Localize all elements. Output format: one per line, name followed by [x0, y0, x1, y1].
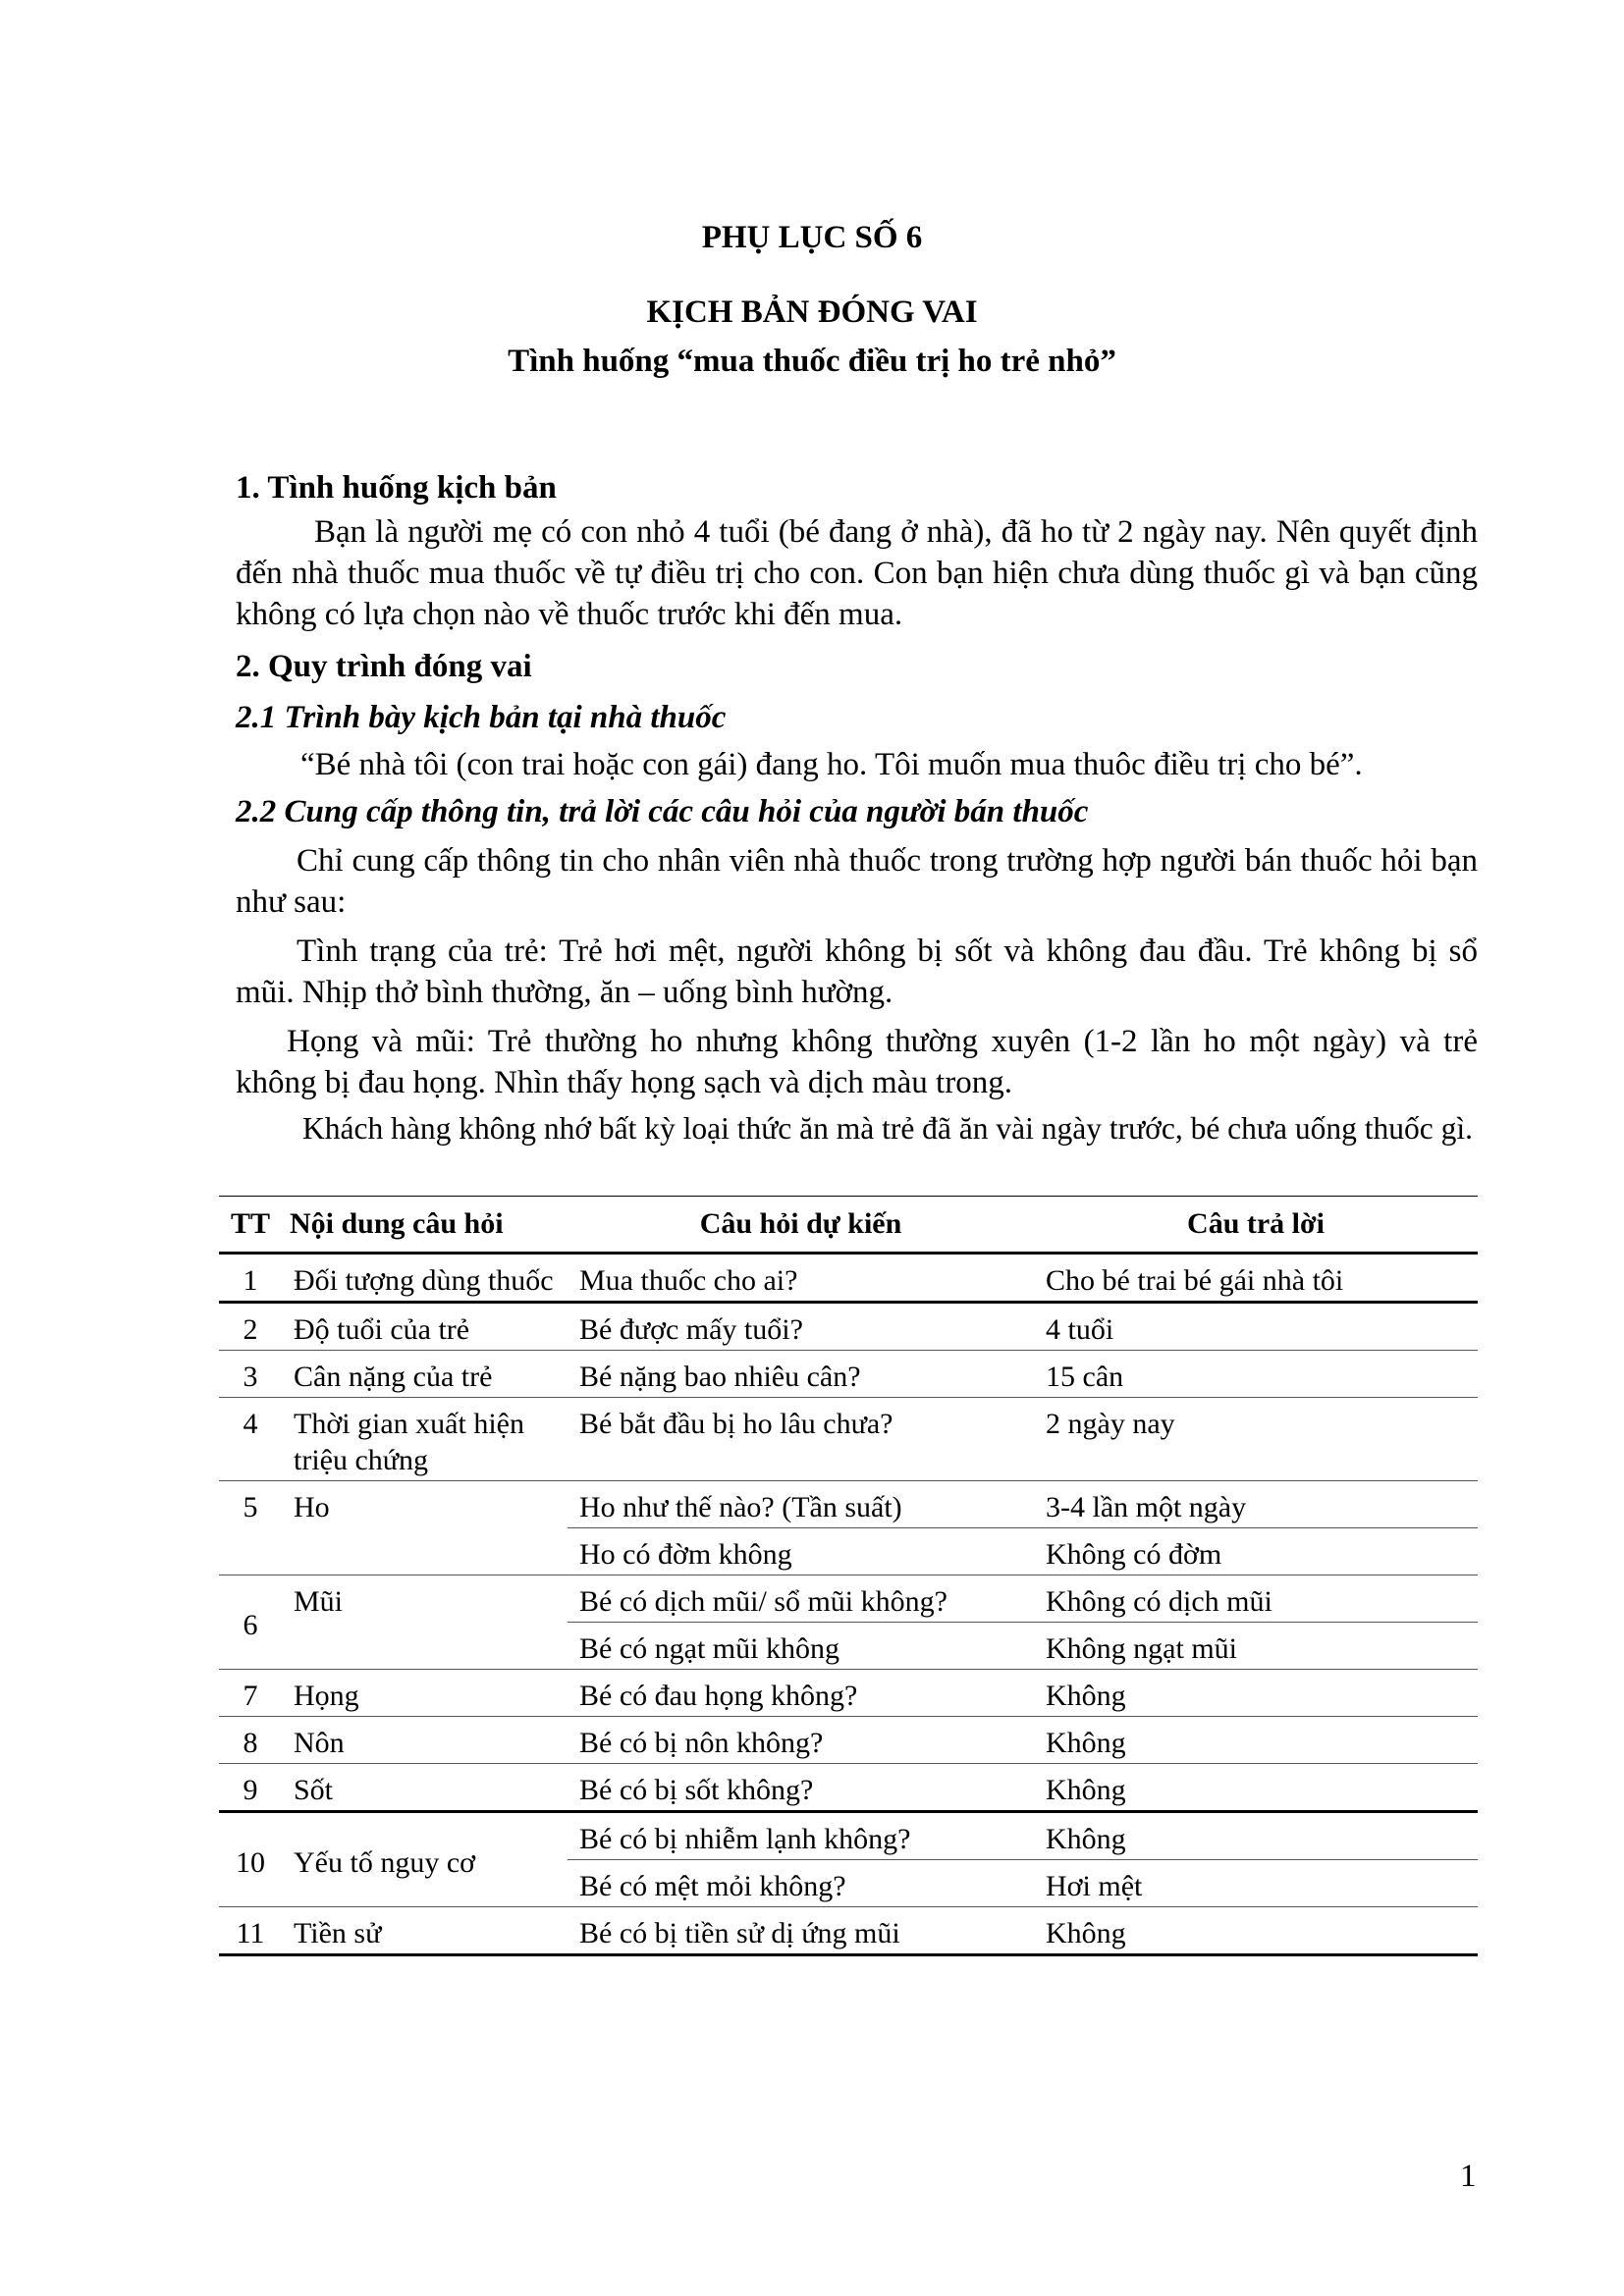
- row-answer: Cho bé trai bé gái nhà tôi: [1034, 1254, 1478, 1303]
- row-answer: 4 tuổi: [1034, 1303, 1478, 1351]
- table-header-row: [219, 1197, 1478, 1254]
- row-question: Ho có đờm không: [568, 1528, 1034, 1575]
- table-row: [219, 1812, 1478, 1860]
- row-number: 11: [219, 1907, 282, 1955]
- row-content: Mũi: [282, 1575, 568, 1670]
- row-question: Ho như thế nào? (Tần suất): [568, 1481, 1034, 1528]
- row-content: Nôn: [282, 1717, 568, 1764]
- row-content: Cân nặng của trẻ: [282, 1351, 568, 1398]
- row-question: Bé có bị nhiễm lạnh không?: [568, 1812, 1034, 1860]
- paragraph-throat-nose: Họng và mũi: Trẻ thường ho nhưng không thường xuyên (1-2 lần ho một ngày) và trẻ không bị đau họng. Nhìn thấy họng sạch và dịch màu trong.: [236, 1024, 1478, 1100]
- header-answer: Câu trả lời: [1034, 1197, 1478, 1254]
- paragraph-customer-note: Khách hàng không nhớ bất kỳ loại thức ăn mà trẻ đã ăn vài ngày trước, bé chưa uống thuốc gì.: [302, 1111, 1473, 1146]
- table-row: [219, 1764, 1478, 1812]
- header-content: Nội dung câu hỏi: [282, 1197, 568, 1254]
- row-answer: Không: [1034, 1717, 1478, 1764]
- table-row: [219, 1481, 1478, 1528]
- table-row: [219, 1907, 1478, 1955]
- row-question: Bé có ngạt mũi không: [568, 1623, 1034, 1670]
- row-question: Bé được mấy tuổi?: [568, 1303, 1034, 1351]
- row-content: Tiền sử: [282, 1907, 568, 1955]
- row-number: 2: [219, 1303, 282, 1351]
- question-table: [219, 1196, 1478, 1956]
- row-question: Mua thuốc cho ai?: [568, 1254, 1034, 1303]
- table-row: [219, 1351, 1478, 1398]
- header-question: Câu hỏi dự kiến: [568, 1197, 1034, 1254]
- row-content: Sốt: [282, 1764, 568, 1812]
- row-number: 3: [219, 1351, 282, 1398]
- row-content: Đối tượng dùng thuốc: [282, 1254, 568, 1303]
- row-answer: Không: [1034, 1907, 1478, 1955]
- table-row: [219, 1254, 1478, 1303]
- row-question: Bé bắt đầu bị ho lâu chưa?: [568, 1398, 1034, 1481]
- document-subtitle: Tình huống “mua thuốc điều trị ho trẻ nhỏ”: [508, 344, 1116, 379]
- paragraph-instructions: Chỉ cung cấp thông tin cho nhân viên nhà thuốc trong trường hợp người bán thuốc hỏi bạn như sau:: [236, 843, 1478, 920]
- section1-heading: 1. Tình huống kịch bản: [236, 470, 557, 506]
- row-question: Bé có mệt mỏi không?: [568, 1860, 1034, 1907]
- row-answer: Không có đờm: [1034, 1528, 1478, 1575]
- row-answer: Không: [1034, 1764, 1478, 1812]
- row-answer: 15 cân: [1034, 1351, 1478, 1398]
- row-number: 7: [219, 1670, 282, 1717]
- table-row: [219, 1575, 1478, 1623]
- row-answer: Không có dịch mũi: [1034, 1575, 1478, 1623]
- table-row: [219, 1670, 1478, 1717]
- row-content: Ho: [282, 1481, 568, 1575]
- row-content: Độ tuổi của trẻ: [282, 1303, 568, 1351]
- row-number: 8: [219, 1717, 282, 1764]
- section2-heading: 2. Quy trình đóng vai: [236, 649, 532, 684]
- table-row: [219, 1398, 1478, 1481]
- row-question: Bé có bị sốt không?: [568, 1764, 1034, 1812]
- row-question: Bé có bị nôn không?: [568, 1717, 1034, 1764]
- subsection-2-2-heading: 2.2 Cung cấp thông tin, trả lời các câu hỏi của người bán thuốc: [236, 794, 1089, 829]
- row-content: Thời gian xuất hiện triệu chứng: [282, 1398, 568, 1481]
- page-number: 1: [1460, 2159, 1477, 2194]
- row-question: Bé có bị tiền sử dị ứng mũi: [568, 1907, 1034, 1955]
- table-row: [219, 1303, 1478, 1351]
- paragraph-child-condition: Tình trạng của trẻ: Trẻ hơi mệt, người không bị sốt và không đau đầu. Trẻ không bị sổ mũi. Nhịp thở bình thường, ăn – uống bình hường.: [236, 934, 1478, 1010]
- row-number: 10: [219, 1812, 282, 1907]
- row-answer: Không: [1034, 1812, 1478, 1860]
- document-title: KỊCH BẢN ĐÓNG VAI: [646, 294, 978, 330]
- subsection-2-1-heading: 2.1 Trình bày kịch bản tại nhà thuốc: [236, 700, 727, 735]
- row-number: 5: [219, 1481, 282, 1575]
- row-answer: 3-4 lần một ngày: [1034, 1481, 1478, 1528]
- header-tt: TT: [219, 1197, 282, 1254]
- row-content: Họng: [282, 1670, 568, 1717]
- row-answer: Không: [1034, 1670, 1478, 1717]
- subsection-2-1-quote: “Bé nhà tôi (con trai hoặc con gái) đang ho. Tôi muốn mua thuôc điều trị cho bé”.: [300, 747, 1363, 782]
- row-answer: 2 ngày nay: [1034, 1398, 1478, 1481]
- row-question: Bé có dịch mũi/ sổ mũi không?: [568, 1575, 1034, 1623]
- row-question: Bé nặng bao nhiêu cân?: [568, 1351, 1034, 1398]
- row-number: 1: [219, 1254, 282, 1303]
- section1-text: Bạn là người mẹ có con nhỏ 4 tuổi (bé đang ở nhà), đã ho từ 2 ngày nay. Nên quyết định đến nhà thuốc mua thuốc về tự điều trị cho con. Con bạn hiện chưa dùng thuốc gì và bạn cũng không có lựa chọn nào về thuốc trước khi đến mua.: [236, 514, 1478, 632]
- row-number: 9: [219, 1764, 282, 1812]
- row-answer: Hơi mệt: [1034, 1860, 1478, 1907]
- appendix-label: PHỤ LỤC SỐ 6: [701, 220, 923, 255]
- table-row: [219, 1717, 1478, 1764]
- row-number: 4: [219, 1398, 282, 1481]
- row-number: 6: [219, 1575, 282, 1670]
- row-content: Yếu tố nguy cơ: [282, 1812, 568, 1907]
- row-question: Bé có đau họng không?: [568, 1670, 1034, 1717]
- row-answer: Không ngạt mũi: [1034, 1623, 1478, 1670]
